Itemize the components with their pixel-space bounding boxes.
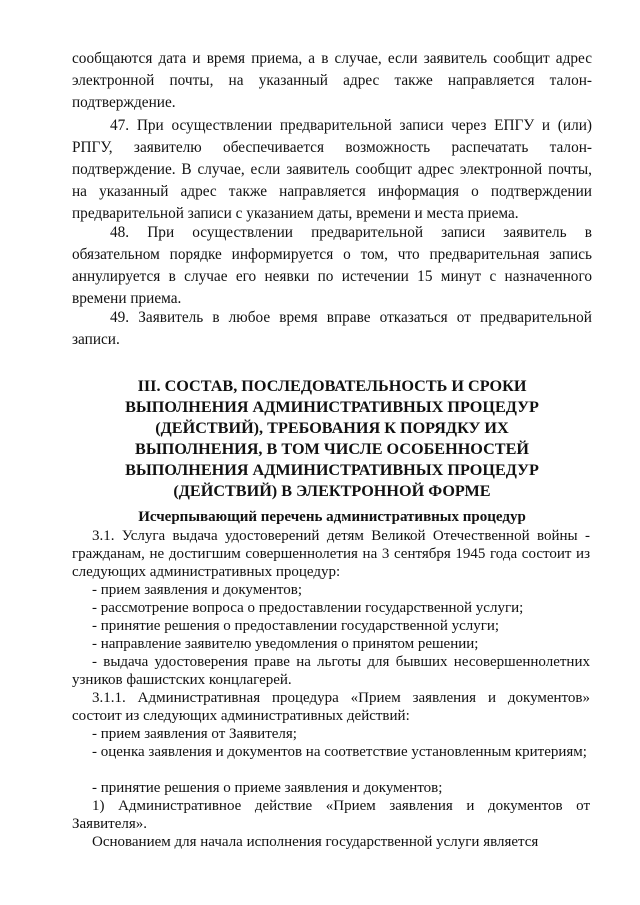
list-item: - оценка заявления и документов на соответствие установленным критериям; — [92, 744, 587, 760]
paragraph-3-1: 3.1. Услуга выдача удостоверений детям Великой Отечественной войны - гражданам, не достигшим совершеннолетия на 3 сентября 1945 года состоит из следующих административных процедур: — [72, 528, 590, 580]
basis-paragraph: Основанием для начала исполнения государственной услуги является — [92, 834, 539, 850]
subheading: Исчерпывающий перечень административных процедур — [138, 509, 526, 525]
paragraph-48: 48. При осуществлении предварительной записи заявитель в обязательном порядке информируется о том, что предварительная запись аннулируется в случае его неявки по истечении 15 минут с назначенного времени приема. — [72, 224, 592, 307]
action-1-paragraph: 1) Административное действие «Прием заявления и документов от Заявителя». — [72, 798, 590, 832]
list-item: - выдача удостоверения праве на льготы для бывших несовершеннолетних узников фашистских концлагерей. — [72, 654, 590, 688]
list-item: - принятие решения о предоставлении государственной услуги; — [92, 618, 500, 634]
list-item: - направление заявителю уведомления о принятом решении; — [92, 636, 479, 652]
list-item: - рассмотрение вопроса о предоставлении государственной услуги; — [92, 600, 524, 616]
paragraph-3-1-1: 3.1.1. Административная процедура «Прием заявления и документов» состоит из следующих административных действий: — [72, 690, 590, 724]
paragraph-continuation: сообщаются дата и время приема, а в случае, если заявитель сообщит адрес электронной почты, на указанный адрес также направляется талон-подтверждение. — [72, 50, 592, 111]
list-item: - принятие решения о приеме заявления и документов; — [92, 780, 443, 796]
paragraph-47: 47. При осуществлении предварительной записи через ЕПГУ и (или) РПГУ, заявителю обеспечивается возможность распечатать талон-подтверждение. В случае, если заявитель сообщит адрес электронной почты, на указанный адрес также направляется информация о подтверждении предварительной записи с указанием даты, времени и места приема. — [72, 117, 592, 222]
paragraph-49: 49. Заявитель в любое время вправе отказаться от предварительной записи. — [72, 309, 592, 348]
list-item: - прием заявления от Заявителя; — [92, 726, 297, 742]
section-heading: III. СОСТАВ, ПОСЛЕДОВАТЕЛЬНОСТЬ И СРОКИ ВЫПОЛНЕНИЯ АДМИНИСТРАТИВНЫХ ПРОЦЕДУР (ДЕЙСТВИЙ), ТРЕБОВАНИЯ К ПОРЯДКУ ИХ ВЫПОЛНЕНИЯ, В ТОМ ЧИСЛЕ ОСОБЕННОСТЕЙ ВЫПОЛНЕНИЯ АДМИНИСТРАТИВНЫХ ПРОЦЕДУР (ДЕЙСТВИЙ) В ЭЛЕКТРОННОЙ ФОРМЕ — [125, 377, 539, 500]
list-item: - прием заявления и документов; — [92, 582, 302, 598]
